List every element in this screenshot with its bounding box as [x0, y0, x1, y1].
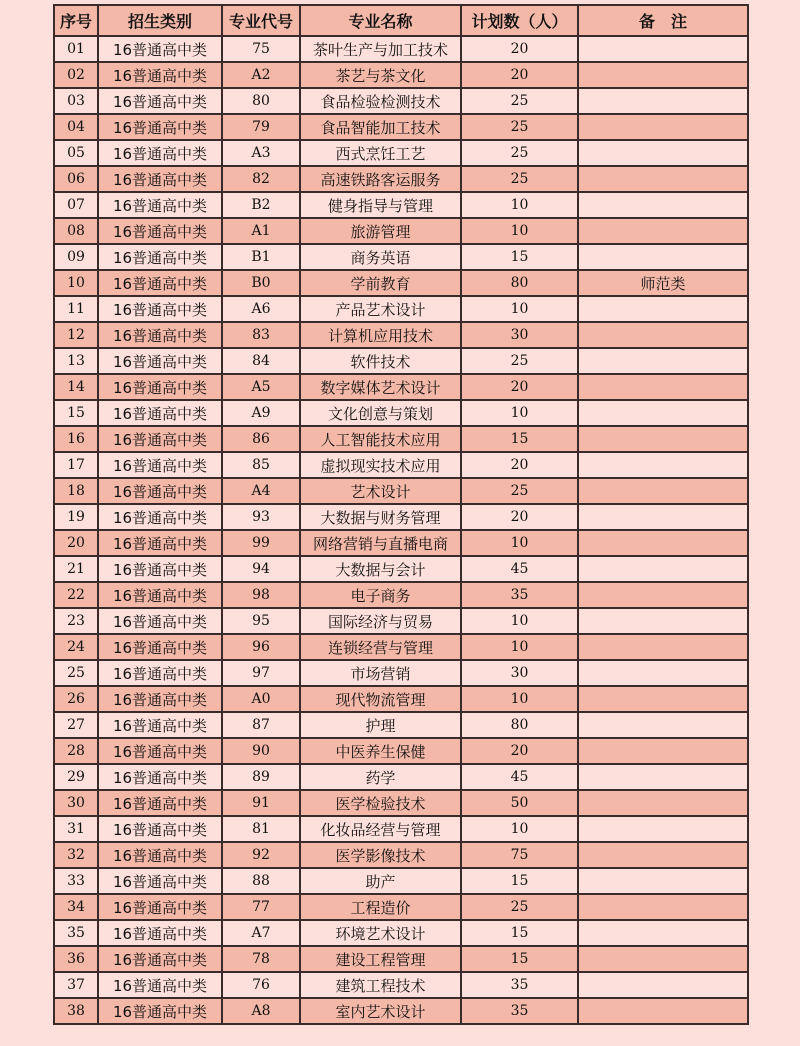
cell-plan-count: 10	[461, 686, 578, 712]
cell-category: 16普通高中类	[98, 894, 222, 920]
cell-major-name: 医学影像技术	[300, 842, 461, 868]
cell-note	[578, 478, 748, 504]
enrollment-plan-table	[53, 4, 749, 1025]
cell-code: 81	[222, 816, 300, 842]
table-row	[54, 582, 748, 608]
header-note: 备 注	[578, 5, 748, 36]
table-row	[54, 140, 748, 166]
cell-note	[578, 686, 748, 712]
cell-note	[578, 400, 748, 426]
cell-code: B0	[222, 270, 300, 296]
cell-plan-count: 10	[461, 608, 578, 634]
cell-no: 02	[54, 62, 98, 88]
cell-major-name: 助产	[300, 868, 461, 894]
cell-plan-count: 45	[461, 764, 578, 790]
table-row	[54, 452, 748, 478]
cell-plan-count: 25	[461, 478, 578, 504]
cell-no: 03	[54, 88, 98, 114]
cell-plan-count: 75	[461, 842, 578, 868]
header-major-name: 专业名称	[300, 5, 461, 36]
cell-no: 30	[54, 790, 98, 816]
cell-major-name: 网络营销与直播电商	[300, 530, 461, 556]
cell-plan-count: 45	[461, 556, 578, 582]
cell-category: 16普通高中类	[98, 842, 222, 868]
cell-category: 16普通高中类	[98, 270, 222, 296]
cell-note	[578, 764, 748, 790]
cell-code: 78	[222, 946, 300, 972]
cell-major-name: 工程造价	[300, 894, 461, 920]
cell-code: A9	[222, 400, 300, 426]
cell-plan-count: 10	[461, 192, 578, 218]
cell-note	[578, 998, 748, 1024]
table-row	[54, 790, 748, 816]
cell-major-name: 医学检验技术	[300, 790, 461, 816]
cell-code: 75	[222, 36, 300, 62]
cell-note	[578, 348, 748, 374]
cell-no: 08	[54, 218, 98, 244]
cell-category: 16普通高中类	[98, 400, 222, 426]
cell-note	[578, 322, 748, 348]
cell-category: 16普通高中类	[98, 764, 222, 790]
table-row	[54, 894, 748, 920]
cell-plan-count: 25	[461, 140, 578, 166]
cell-major-name: 艺术设计	[300, 478, 461, 504]
cell-code: 97	[222, 660, 300, 686]
cell-category: 16普通高中类	[98, 660, 222, 686]
cell-no: 31	[54, 816, 98, 842]
cell-category: 16普通高中类	[98, 192, 222, 218]
cell-code: A6	[222, 296, 300, 322]
cell-category: 16普通高中类	[98, 920, 222, 946]
cell-note	[578, 582, 748, 608]
cell-category: 16普通高中类	[98, 62, 222, 88]
cell-major-name: 学前教育	[300, 270, 461, 296]
table-row	[54, 972, 748, 998]
enrollment-plan-table-container	[53, 4, 749, 1025]
cell-plan-count: 20	[461, 504, 578, 530]
cell-no: 23	[54, 608, 98, 634]
cell-major-name: 大数据与财务管理	[300, 504, 461, 530]
cell-category: 16普通高中类	[98, 426, 222, 452]
cell-no: 28	[54, 738, 98, 764]
cell-no: 09	[54, 244, 98, 270]
cell-note	[578, 790, 748, 816]
cell-plan-count: 25	[461, 894, 578, 920]
cell-major-name: 建筑工程技术	[300, 972, 461, 998]
cell-major-name: 计算机应用技术	[300, 322, 461, 348]
cell-plan-count: 20	[461, 36, 578, 62]
cell-no: 06	[54, 166, 98, 192]
cell-category: 16普通高中类	[98, 36, 222, 62]
cell-no: 26	[54, 686, 98, 712]
cell-note	[578, 920, 748, 946]
cell-major-name: 食品检验检测技术	[300, 88, 461, 114]
cell-code: A4	[222, 478, 300, 504]
cell-code: 86	[222, 426, 300, 452]
cell-note	[578, 894, 748, 920]
table-row	[54, 712, 748, 738]
table-row	[54, 660, 748, 686]
cell-code: B2	[222, 192, 300, 218]
cell-category: 16普通高中类	[98, 946, 222, 972]
table-row	[54, 556, 748, 582]
table-row	[54, 998, 748, 1024]
cell-no: 32	[54, 842, 98, 868]
table-row	[54, 296, 748, 322]
cell-no: 14	[54, 374, 98, 400]
table-row	[54, 816, 748, 842]
table-row	[54, 36, 748, 62]
cell-no: 29	[54, 764, 98, 790]
table-row	[54, 608, 748, 634]
cell-category: 16普通高中类	[98, 244, 222, 270]
cell-code: 88	[222, 868, 300, 894]
header-code: 专业代号	[222, 5, 300, 36]
cell-code: 76	[222, 972, 300, 998]
cell-category: 16普通高中类	[98, 218, 222, 244]
cell-plan-count: 15	[461, 920, 578, 946]
cell-plan-count: 10	[461, 530, 578, 556]
cell-plan-count: 50	[461, 790, 578, 816]
cell-code: 80	[222, 88, 300, 114]
cell-no: 36	[54, 946, 98, 972]
cell-major-name: 健身指导与管理	[300, 192, 461, 218]
cell-plan-count: 35	[461, 972, 578, 998]
cell-plan-count: 15	[461, 426, 578, 452]
cell-major-name: 建设工程管理	[300, 946, 461, 972]
cell-no: 19	[54, 504, 98, 530]
cell-major-name: 化妆品经营与管理	[300, 816, 461, 842]
table-row	[54, 218, 748, 244]
cell-category: 16普通高中类	[98, 686, 222, 712]
cell-code: A7	[222, 920, 300, 946]
cell-plan-count: 15	[461, 868, 578, 894]
cell-plan-count: 20	[461, 452, 578, 478]
cell-plan-count: 80	[461, 270, 578, 296]
table-row	[54, 634, 748, 660]
table-row	[54, 348, 748, 374]
cell-note	[578, 36, 748, 62]
cell-plan-count: 35	[461, 998, 578, 1024]
cell-note	[578, 634, 748, 660]
table-row	[54, 920, 748, 946]
cell-no: 34	[54, 894, 98, 920]
cell-plan-count: 35	[461, 582, 578, 608]
cell-no: 01	[54, 36, 98, 62]
cell-code: 95	[222, 608, 300, 634]
cell-note	[578, 556, 748, 582]
cell-category: 16普通高中类	[98, 478, 222, 504]
cell-code: A1	[222, 218, 300, 244]
cell-plan-count: 25	[461, 114, 578, 140]
table-row	[54, 166, 748, 192]
cell-note	[578, 244, 748, 270]
cell-code: 90	[222, 738, 300, 764]
table-row	[54, 114, 748, 140]
cell-category: 16普通高中类	[98, 348, 222, 374]
cell-note	[578, 218, 748, 244]
cell-category: 16普通高中类	[98, 530, 222, 556]
cell-category: 16普通高中类	[98, 608, 222, 634]
cell-no: 20	[54, 530, 98, 556]
cell-note	[578, 192, 748, 218]
cell-plan-count: 30	[461, 322, 578, 348]
cell-code: 91	[222, 790, 300, 816]
cell-major-name: 高速铁路客运服务	[300, 166, 461, 192]
cell-note	[578, 504, 748, 530]
cell-no: 37	[54, 972, 98, 998]
table-row	[54, 868, 748, 894]
cell-plan-count: 25	[461, 348, 578, 374]
cell-plan-count: 10	[461, 634, 578, 660]
cell-no: 27	[54, 712, 98, 738]
table-row	[54, 270, 748, 296]
cell-major-name: 软件技术	[300, 348, 461, 374]
cell-major-name: 市场营销	[300, 660, 461, 686]
cell-plan-count: 10	[461, 400, 578, 426]
cell-note: 师范类	[578, 270, 748, 296]
cell-note	[578, 972, 748, 998]
cell-plan-count: 15	[461, 244, 578, 270]
cell-major-name: 虚拟现实技术应用	[300, 452, 461, 478]
cell-major-name: 人工智能技术应用	[300, 426, 461, 452]
cell-major-name: 茶叶生产与加工技术	[300, 36, 461, 62]
cell-category: 16普通高中类	[98, 790, 222, 816]
table-row	[54, 374, 748, 400]
cell-no: 35	[54, 920, 98, 946]
cell-major-name: 食品智能加工技术	[300, 114, 461, 140]
cell-note	[578, 62, 748, 88]
cell-note	[578, 140, 748, 166]
cell-plan-count: 30	[461, 660, 578, 686]
cell-category: 16普通高中类	[98, 556, 222, 582]
cell-no: 21	[54, 556, 98, 582]
table-row	[54, 400, 748, 426]
header-category: 招生类别	[98, 5, 222, 36]
table-row	[54, 426, 748, 452]
cell-plan-count: 10	[461, 218, 578, 244]
cell-no: 11	[54, 296, 98, 322]
table-row	[54, 192, 748, 218]
cell-note	[578, 374, 748, 400]
cell-category: 16普通高中类	[98, 816, 222, 842]
table-row	[54, 88, 748, 114]
cell-major-name: 室内艺术设计	[300, 998, 461, 1024]
cell-category: 16普通高中类	[98, 738, 222, 764]
cell-plan-count: 10	[461, 296, 578, 322]
cell-no: 22	[54, 582, 98, 608]
cell-no: 24	[54, 634, 98, 660]
cell-note	[578, 816, 748, 842]
cell-code: A3	[222, 140, 300, 166]
cell-plan-count: 25	[461, 166, 578, 192]
cell-note	[578, 608, 748, 634]
cell-note	[578, 296, 748, 322]
cell-no: 10	[54, 270, 98, 296]
cell-note	[578, 946, 748, 972]
table-row	[54, 62, 748, 88]
cell-major-name: 茶艺与茶文化	[300, 62, 461, 88]
cell-code: A8	[222, 998, 300, 1024]
cell-plan-count: 20	[461, 738, 578, 764]
cell-note	[578, 842, 748, 868]
cell-no: 33	[54, 868, 98, 894]
table-row	[54, 738, 748, 764]
cell-major-name: 现代物流管理	[300, 686, 461, 712]
table-body	[54, 36, 748, 1024]
cell-note	[578, 426, 748, 452]
cell-major-name: 连锁经营与管理	[300, 634, 461, 660]
table-row	[54, 842, 748, 868]
cell-code: A0	[222, 686, 300, 712]
cell-no: 25	[54, 660, 98, 686]
cell-major-name: 中医养生保健	[300, 738, 461, 764]
cell-code: B1	[222, 244, 300, 270]
cell-major-name: 环境艺术设计	[300, 920, 461, 946]
cell-no: 17	[54, 452, 98, 478]
cell-code: 85	[222, 452, 300, 478]
cell-category: 16普通高中类	[98, 504, 222, 530]
cell-category: 16普通高中类	[98, 296, 222, 322]
cell-code: 82	[222, 166, 300, 192]
cell-note	[578, 868, 748, 894]
cell-no: 07	[54, 192, 98, 218]
cell-note	[578, 166, 748, 192]
cell-category: 16普通高中类	[98, 712, 222, 738]
header-plan-count: 计划数（人）	[461, 5, 578, 36]
cell-note	[578, 114, 748, 140]
cell-no: 13	[54, 348, 98, 374]
cell-note	[578, 660, 748, 686]
cell-code: 77	[222, 894, 300, 920]
cell-no: 38	[54, 998, 98, 1024]
table-header-row	[54, 5, 748, 36]
cell-code: 87	[222, 712, 300, 738]
cell-category: 16普通高中类	[98, 582, 222, 608]
cell-major-name: 旅游管理	[300, 218, 461, 244]
cell-category: 16普通高中类	[98, 140, 222, 166]
cell-code: 98	[222, 582, 300, 608]
table-row	[54, 504, 748, 530]
cell-code: 99	[222, 530, 300, 556]
cell-code: 84	[222, 348, 300, 374]
cell-category: 16普通高中类	[98, 374, 222, 400]
cell-note	[578, 738, 748, 764]
table-row	[54, 686, 748, 712]
cell-no: 12	[54, 322, 98, 348]
cell-major-name: 商务英语	[300, 244, 461, 270]
cell-category: 16普通高中类	[98, 634, 222, 660]
cell-plan-count: 10	[461, 816, 578, 842]
cell-no: 16	[54, 426, 98, 452]
cell-no: 15	[54, 400, 98, 426]
cell-major-name: 护理	[300, 712, 461, 738]
cell-code: 93	[222, 504, 300, 530]
cell-category: 16普通高中类	[98, 998, 222, 1024]
cell-plan-count: 20	[461, 374, 578, 400]
cell-major-name: 电子商务	[300, 582, 461, 608]
cell-plan-count: 15	[461, 946, 578, 972]
cell-note	[578, 88, 748, 114]
cell-code: 89	[222, 764, 300, 790]
cell-category: 16普通高中类	[98, 322, 222, 348]
cell-category: 16普通高中类	[98, 868, 222, 894]
cell-plan-count: 25	[461, 88, 578, 114]
cell-code: 94	[222, 556, 300, 582]
cell-code: A2	[222, 62, 300, 88]
table-row	[54, 478, 748, 504]
table-row	[54, 244, 748, 270]
cell-no: 18	[54, 478, 98, 504]
header-no: 序号	[54, 5, 98, 36]
cell-category: 16普通高中类	[98, 452, 222, 478]
cell-major-name: 大数据与会计	[300, 556, 461, 582]
cell-major-name: 药学	[300, 764, 461, 790]
cell-note	[578, 530, 748, 556]
cell-no: 05	[54, 140, 98, 166]
cell-code: 79	[222, 114, 300, 140]
table-row	[54, 322, 748, 348]
cell-note	[578, 712, 748, 738]
table-row	[54, 764, 748, 790]
cell-major-name: 数字媒体艺术设计	[300, 374, 461, 400]
cell-plan-count: 20	[461, 62, 578, 88]
cell-code: 96	[222, 634, 300, 660]
cell-major-name: 西式烹饪工艺	[300, 140, 461, 166]
cell-category: 16普通高中类	[98, 166, 222, 192]
cell-code: 83	[222, 322, 300, 348]
table-row	[54, 946, 748, 972]
cell-note	[578, 452, 748, 478]
cell-plan-count: 80	[461, 712, 578, 738]
cell-major-name: 国际经济与贸易	[300, 608, 461, 634]
cell-no: 04	[54, 114, 98, 140]
cell-category: 16普通高中类	[98, 88, 222, 114]
cell-category: 16普通高中类	[98, 972, 222, 998]
cell-major-name: 文化创意与策划	[300, 400, 461, 426]
cell-major-name: 产品艺术设计	[300, 296, 461, 322]
cell-code: 92	[222, 842, 300, 868]
cell-code: A5	[222, 374, 300, 400]
cell-category: 16普通高中类	[98, 114, 222, 140]
table-row	[54, 530, 748, 556]
